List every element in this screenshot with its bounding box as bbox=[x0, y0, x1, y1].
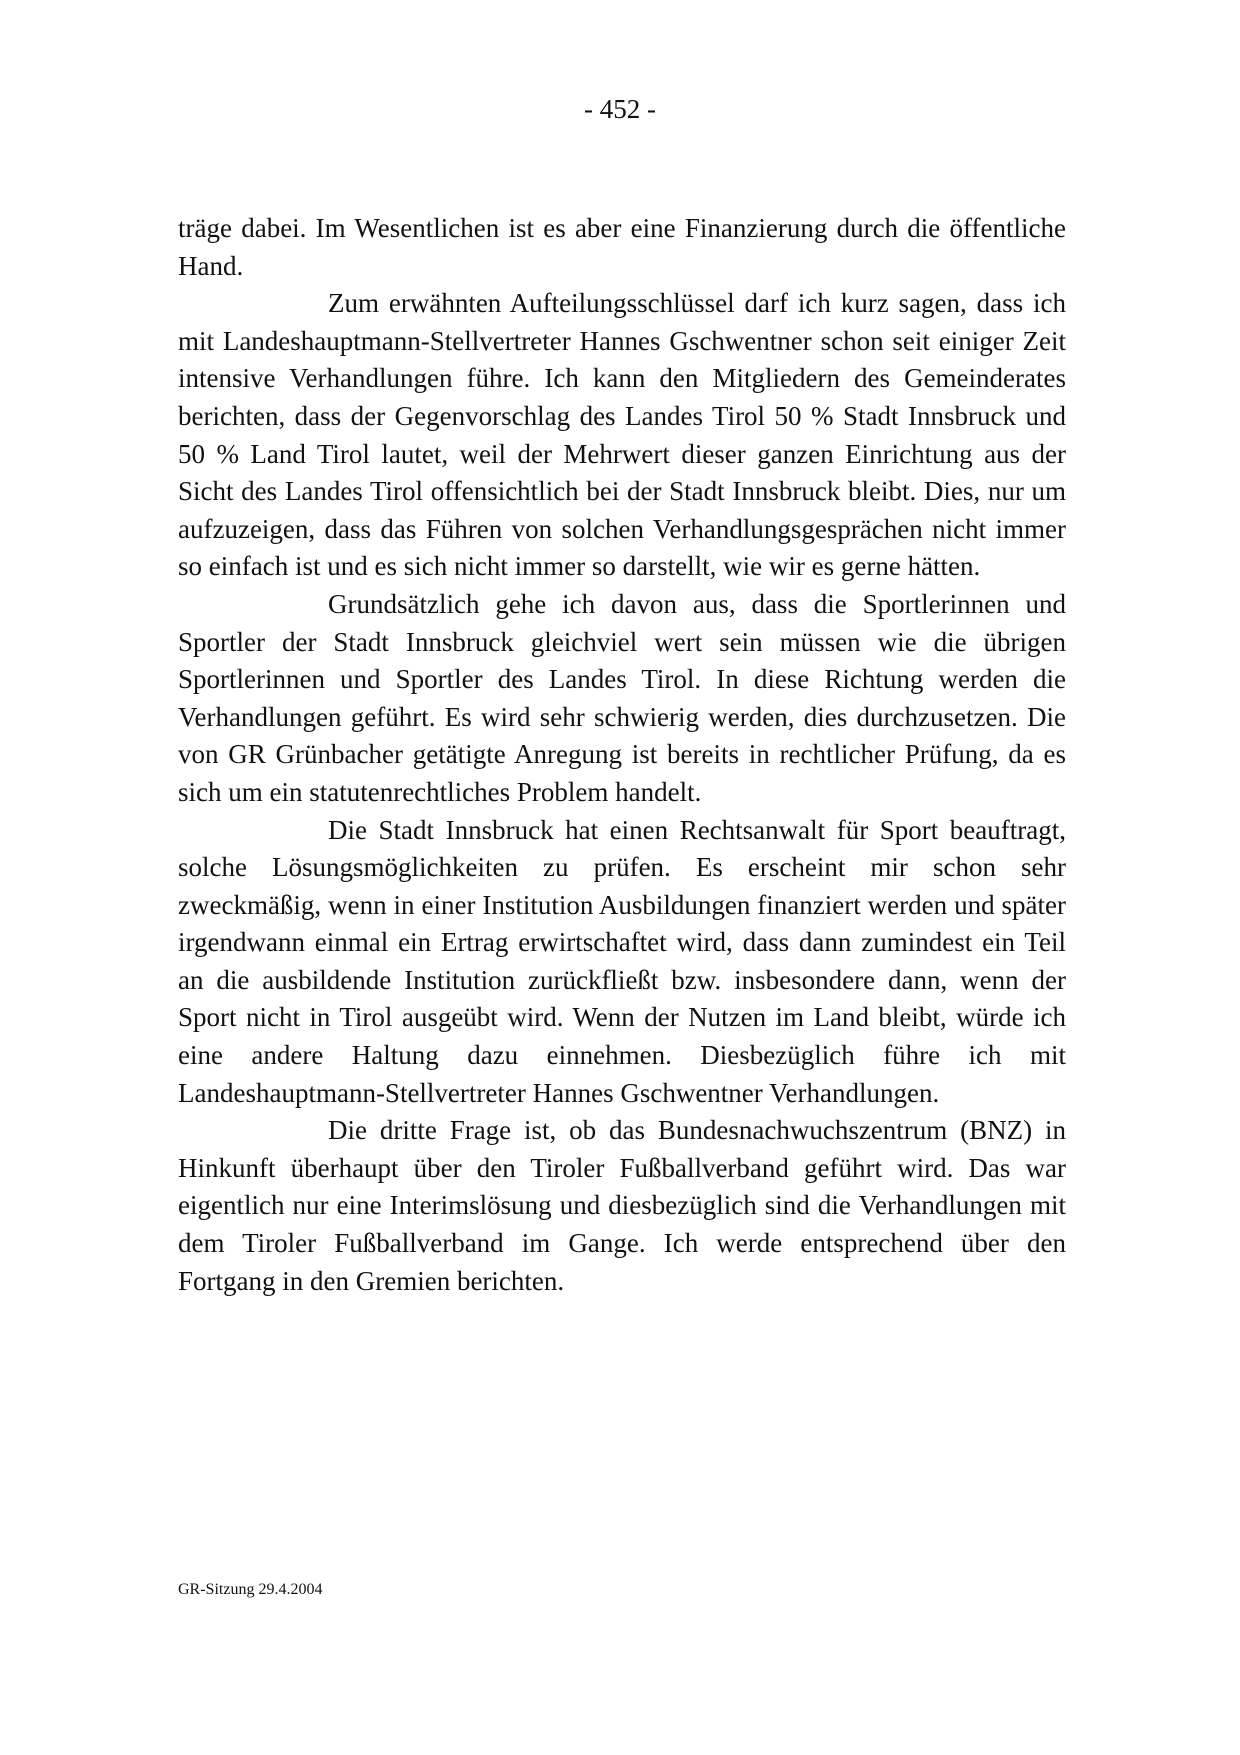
paragraph: Zum erwähnten Aufteilungsschlüssel darf ich kurz sagen, dass ich mit Landeshauptmann-Stellvertreter Hannes Gschwentner schon seit einiger Zeit intensive Verhandlungen führe. Ich kann den Mitgliedern des Gemeinderates berichten, dass der Gegenvorschlag des Landes Tirol 50 % Stadt Innsbruck und 50 % Land Tirol lautet, weil der Mehrwert dieser ganzen Einrichtung aus der Sicht des Landes Tirol offensichtlich bei der Stadt Innsbruck bleibt. Dies, nur um aufzuzeigen, dass das Führen von solchen Verhandlungsgesprächen nicht immer so einfach ist und es sich nicht immer so darstellt, wie wir es gerne hätten. bbox=[178, 288, 1066, 582]
footer-session-date: GR-Sitzung 29.4.2004 bbox=[178, 1581, 323, 1598]
page-number: - 452 - bbox=[584, 94, 656, 124]
paragraph-continuation: träge dabei. Im Wesentlichen ist es aber eine Finanzierung durch die öffentliche Hand. bbox=[178, 213, 1066, 281]
paragraph: Grundsätzlich gehe ich davon aus, dass die Sportlerinnen und Sportler der Stadt Innsbruck gleichviel wert sein müssen wie die übrigen Sportlerinnen und Sportler des Landes Tirol. In diese Richtung werden die Verhandlungen geführt. Es wird sehr schwierig werden, dies durchzusetzen. Die von GR Grünbacher getätigte Anregung ist bereits in rechtlicher Prüfung, da es sich um ein statutenrechtliches Problem handelt. bbox=[178, 588, 1066, 807]
document-body bbox=[178, 210, 1066, 1300]
paragraph: Die Stadt Innsbruck hat einen Rechtsanwalt für Sport beauftragt, solche Lösungsmöglichkeiten zu prüfen. Es erscheint mir schon sehr zweckmäßig, wenn in einer Institution Ausbildungen finanziert werden und später irgendwann einmal ein Ertrag erwirtschaftet wird, dass dann zumindest ein Teil an die ausbildende Institution zurückfließt bzw. insbesondere dann, wenn der Sport nicht in Tirol ausgeübt wird. Wenn der Nutzen im Land bleibt, würde ich eine andere Haltung dazu einnehmen. Diesbezüglich führe ich mit Landeshauptmann-Stellvertreter Hannes Gschwentner Verhandlungen. bbox=[178, 814, 1066, 1108]
paragraph: Die dritte Frage ist, ob das Bundesnachwuchszentrum (BNZ) in Hinkunft überhaupt über den Tiroler Fußballverband geführt wird. Das war eigentlich nur eine Interimslösung und diesbezüglich sind die Verhandlungen mit dem Tiroler Fußballverband im Gange. Ich werde entsprechend über den Fortgang in den Gremien berichten. bbox=[178, 1115, 1066, 1296]
